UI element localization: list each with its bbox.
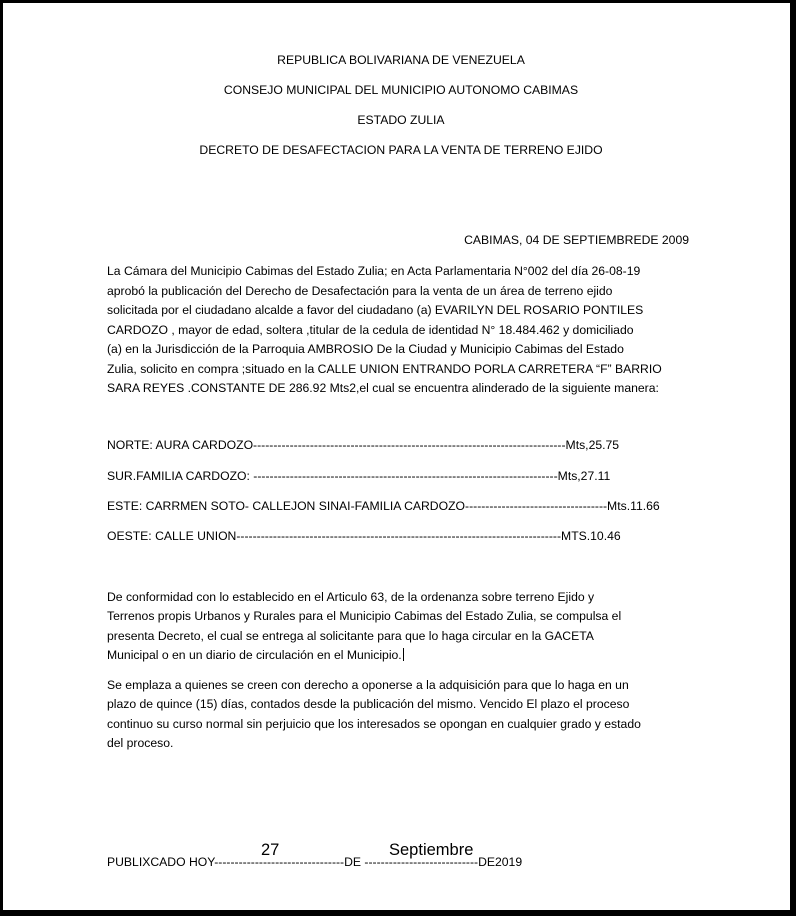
paragraph-line: De conformidad con lo establecido en el Articulo 63, de la ordenanza sobre terreno Ejido y: [107, 590, 595, 604]
paragraph-line: presenta Decreto, el cual se entrega al solicitante para que lo haga circular en la GACETA: [107, 629, 594, 643]
paragraph-line: plazo de quince (15) días, contados desde la publicación del mismo. Vencido El plazo el proceso: [107, 697, 630, 711]
paragraph-line: [107, 648, 404, 662]
paragraph-line: CARDOZO , mayor de edad, soltera ,titular de la cedula de identidad N° 18.484.462 y domiciliado: [107, 323, 634, 337]
paragraph-line: Zulia, solicito en compra ;situado en la CALLE UNION ENTRANDO PORLA CARRETERA “F” BARRIO: [107, 362, 662, 376]
date-line: CABIMAS, 04 DE SEPTIEMBREDE 2009: [464, 233, 689, 247]
publication-line: PUBLIXCADO HOY--------------------------------DE ----------------------------DE2019: [107, 855, 523, 869]
paragraph-line: aprobó la publicación del Derecho de Desafectación para la venta de un área de terreno ejido: [107, 284, 613, 298]
paragraph-line: del proceso.: [107, 736, 174, 750]
paragraph-line: Terrenos propis Urbanos y Rurales para el Municipio Cabimas del Estado Zulia, se compulsa el: [107, 609, 622, 623]
boundary-north: NORTE: AURA CARDOZO-----------------------------------------------------------------------------Mts,25.75: [107, 438, 620, 452]
header-republic: REPUBLICA BOLIVARIANA DE VENEZUELA: [277, 53, 525, 67]
paragraph-line: solicitada por el ciudadano alcalde a favor del ciudadano (a) EVARILYN DEL ROSARIO PONTILES: [107, 303, 644, 317]
paragraph-line: continuo su curso normal sin perjuicio que los interesados se opongan en cualquier grado y estado: [107, 717, 641, 731]
publication-month-value: Septiembre: [389, 841, 474, 859]
boundary-east: ESTE: CARRMEN SOTO- CALLEJON SINAI-FAMILIA CARDOZO-----------------------------------Mts.11.66: [107, 499, 660, 513]
paragraph-line-text: Municipal o en un diario de circulación en el Municipio.: [107, 648, 402, 662]
paragraph-line: La Cámara del Municipio Cabimas del Estado Zulia; en Acta Parlamentaria N°002 del día 26-08-19: [107, 264, 641, 278]
publication-day-value: 27: [261, 841, 280, 859]
header-state: ESTADO ZULIA: [357, 113, 445, 127]
header-decree-title: DECRETO DE DESAFECTACION PARA LA VENTA DE TERRENO EJIDO: [199, 143, 603, 157]
paragraph-line: SARA REYES .CONSTANTE DE 286.92 Mts2,el cual se encuentra alinderado de la siguiente manera:: [107, 381, 659, 395]
boundary-west: OESTE: CALLE UNION--------------------------------------------------------------------------------MTS.10.46: [107, 529, 621, 543]
paragraph-line: Se emplaza a quienes se creen con derecho a oponerse a la adquisición para que lo haga en un: [107, 678, 629, 692]
text-cursor-icon: [403, 648, 404, 661]
paragraph-line: (a) en la Jurisdicción de la Parroquia AMBROSIO De la Ciudad y Municipio Cabimas del Estado: [107, 342, 624, 356]
boundary-south: SUR.FAMILIA CARDOZO: ---------------------------------------------------------------------------Mts,27.11: [107, 469, 611, 483]
header-council: CONSEJO MUNICIPAL DEL MUNICIPIO AUTONOMO CABIMAS: [223, 83, 579, 97]
